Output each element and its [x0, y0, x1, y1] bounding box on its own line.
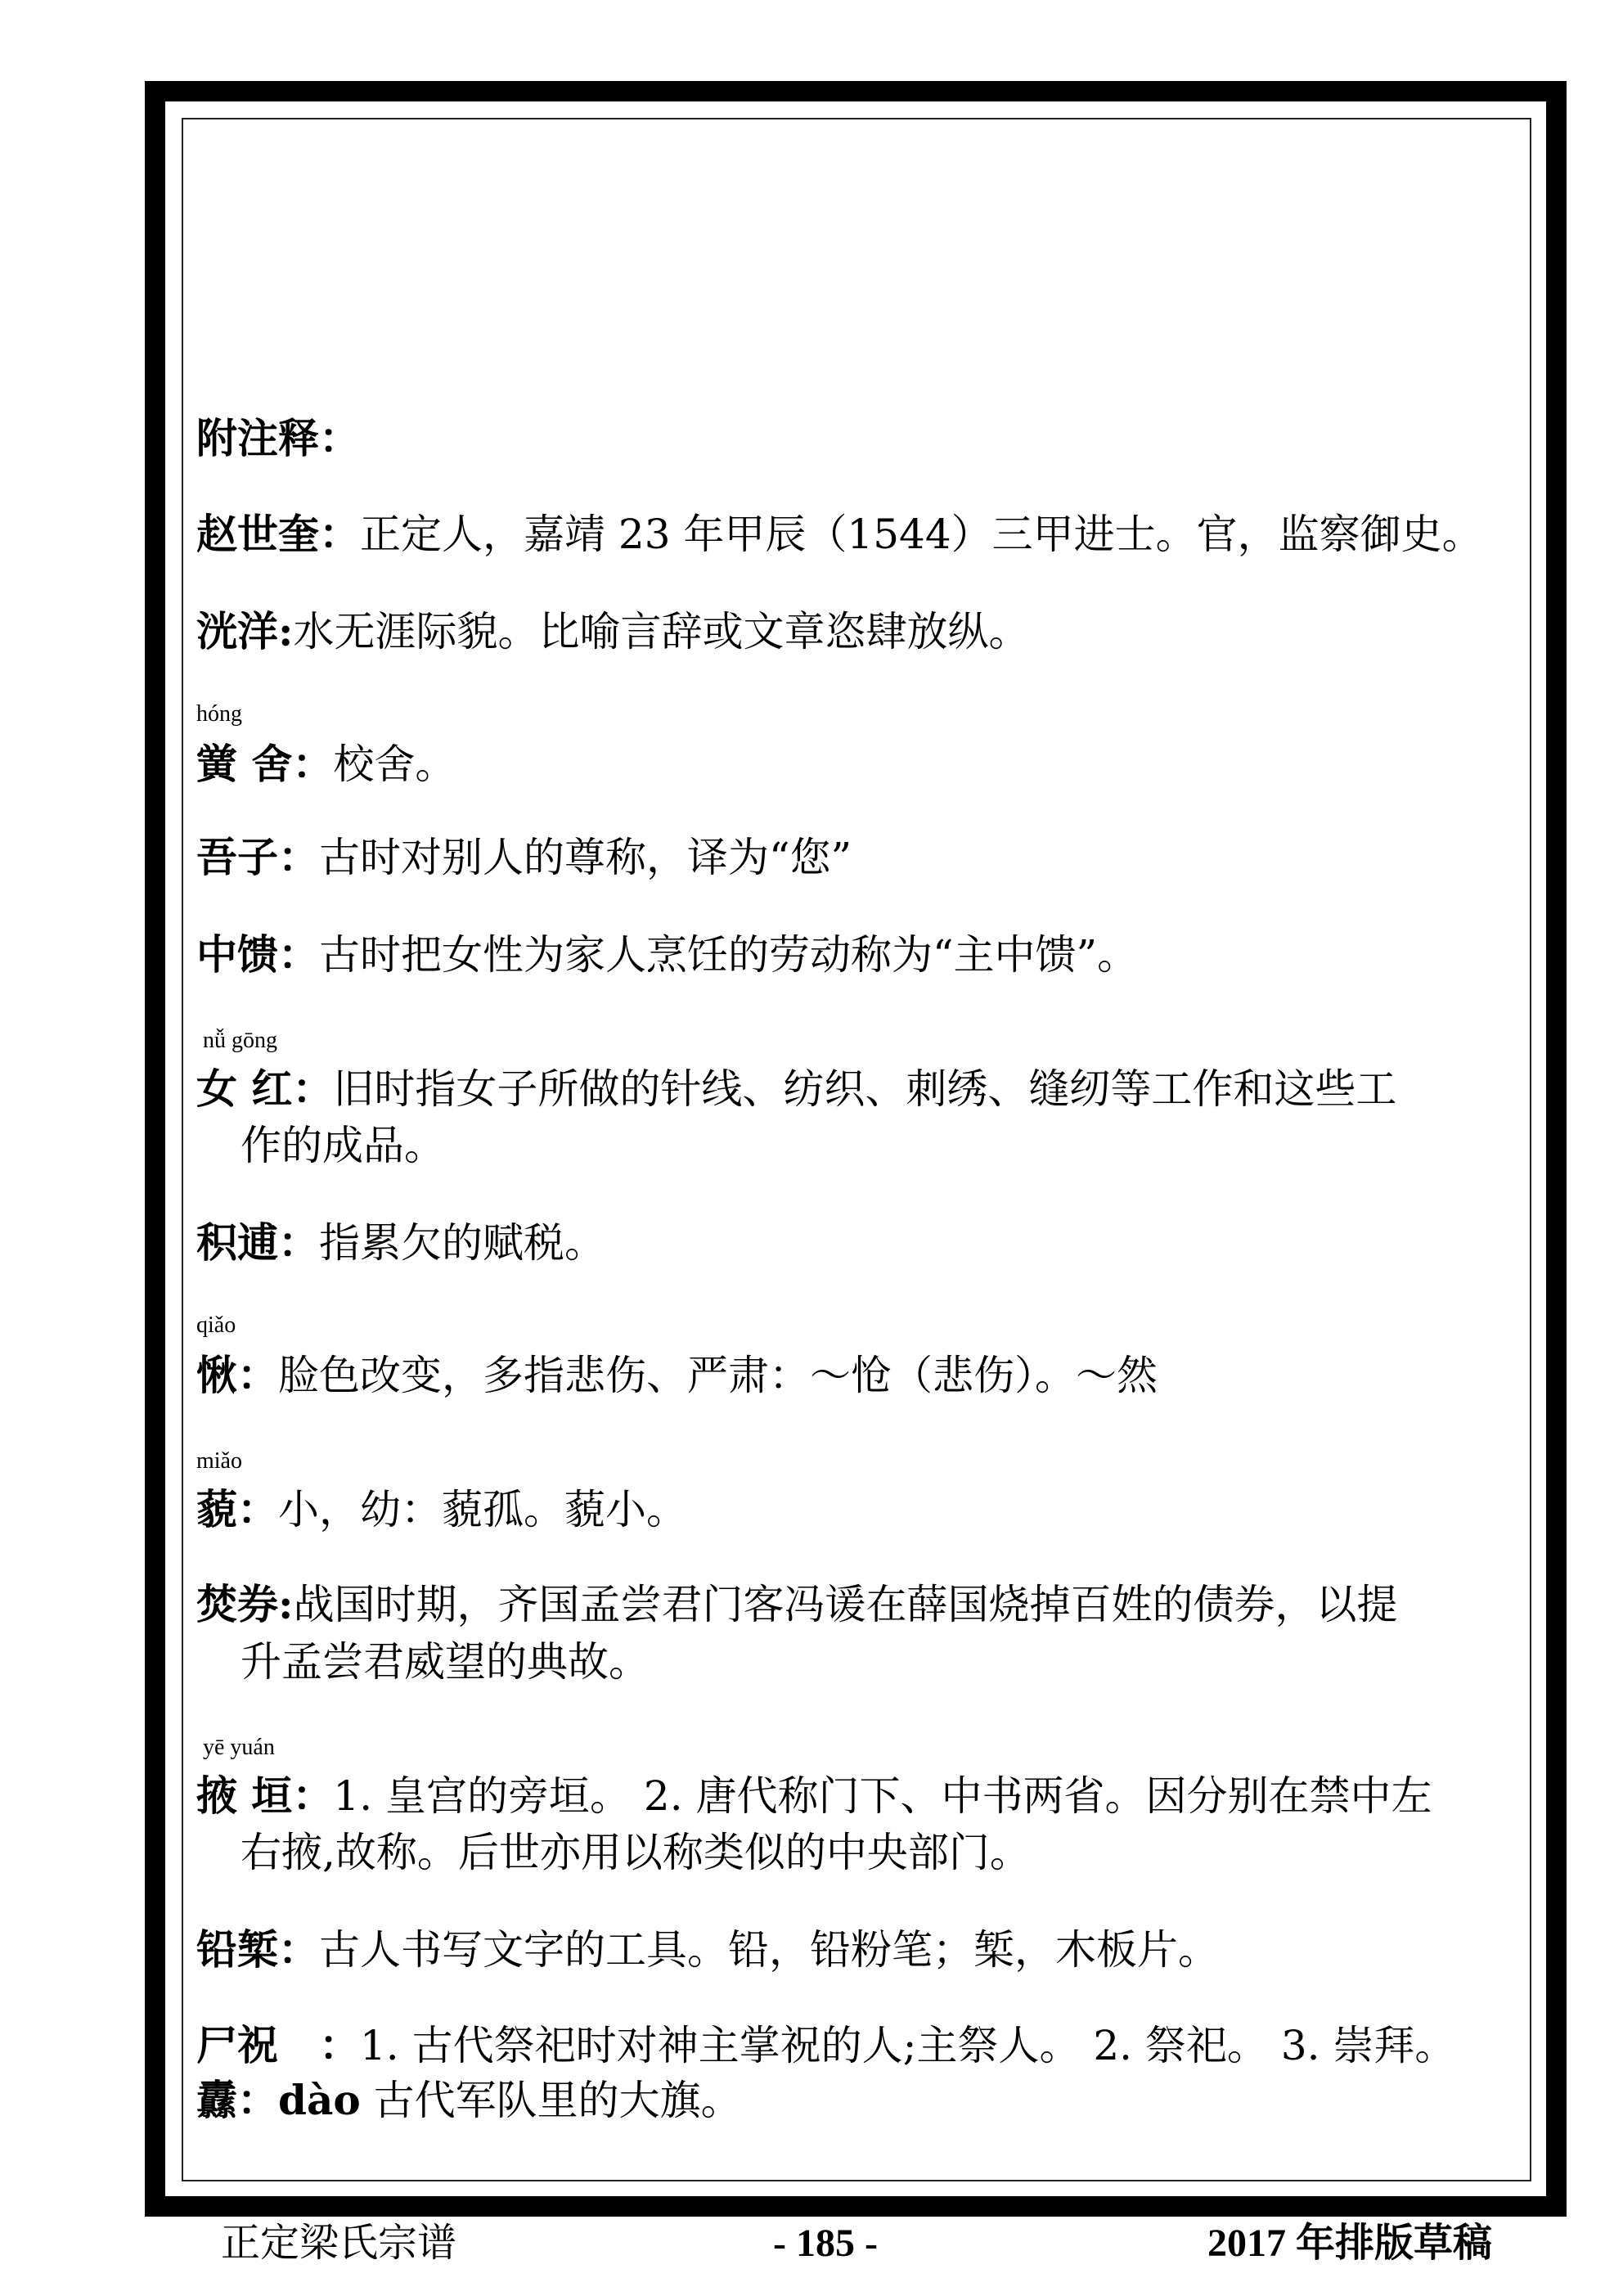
note-continuation: 右掖,故称。后世亦用以称类似的中央部门。 — [241, 1829, 1031, 1876]
note-term: 掖 垣： — [196, 1772, 334, 1820]
note-entry — [196, 2076, 742, 2125]
note-entry — [196, 1065, 1396, 1114]
note-definition: 战国时期，齐国孟尝君门客冯谖在薛国烧掉百姓的债券，以提 — [293, 1581, 1398, 1628]
note-definition: 古代军队里的大旗。 — [360, 2077, 742, 2124]
note-term: 藐： — [196, 1485, 278, 1533]
section-title: 附注释： — [196, 414, 360, 462]
pinyin-annotation: yē yuán — [203, 1735, 275, 1760]
note-definition: 小，幼：藐孤。藐小。 — [278, 1486, 687, 1533]
note-term: 焚券: — [196, 1580, 294, 1628]
pinyin-annotation: miǎo — [196, 1448, 242, 1474]
note-entry — [196, 2021, 1455, 2070]
note-entry — [196, 930, 1138, 979]
note-term: 尸祝 ： — [196, 2021, 360, 2069]
note-continuation: 升孟尝君威望的典故。 — [241, 1638, 650, 1686]
note-term: 纛：dào — [196, 2076, 361, 2124]
footer-page-number: - 185 - — [773, 2222, 878, 2265]
note-term: 黉 舍： — [196, 740, 334, 788]
pinyin-annotation: qiǎo — [196, 1312, 236, 1338]
note-definition: 古时对别人的尊称，译为“您” — [319, 834, 852, 881]
note-definition: 指累欠的赋税。 — [319, 1219, 605, 1267]
note-definition: 1. 古代祭祀时对神主掌祝的人;主祭人。 2. 祭祀。 3. 崇拜。 — [360, 2022, 1456, 2069]
note-definition: 旧时指女子所做的针线、纺织、刺绣、缝纫等工作和这些工 — [333, 1065, 1397, 1113]
note-term: 中馈： — [196, 930, 319, 979]
pinyin-annotation: hóng — [196, 701, 242, 727]
note-entry — [196, 1925, 1219, 1974]
note-entry — [196, 1485, 687, 1534]
note-term: 愀： — [196, 1351, 278, 1399]
note-entry — [196, 1351, 1158, 1400]
note-definition: 1. 皇宫的旁垣。 2. 唐代称门下、中书两省。因分别在禁中左 — [333, 1772, 1432, 1820]
pinyin-annotation: nǚ gōng — [203, 1028, 277, 1053]
footer-draft-note: 2017 年排版草稿 — [1207, 2222, 1492, 2265]
note-definition: 校舍。 — [333, 741, 456, 788]
note-definition: 古人书写文字的工具。铅，铅粉笔；椠，木板片。 — [319, 1926, 1219, 1974]
note-term: 洸洋: — [196, 607, 294, 655]
note-definition: 脸色改变，多指悲伤、严肃：～怆（悲伤）。～然 — [278, 1352, 1158, 1399]
note-definition: 正定人，嘉靖 23 年甲辰（1544）三甲进士。官，监察御史。 — [360, 511, 1483, 558]
note-entry — [196, 833, 852, 882]
note-entry — [196, 510, 1483, 559]
note-term: 吾子： — [196, 833, 319, 881]
note-term: 赵世奎： — [196, 510, 360, 558]
note-entry — [196, 1580, 1397, 1629]
note-entry — [196, 740, 456, 789]
note-term: 铅椠： — [196, 1925, 319, 1974]
note-entry — [196, 1772, 1432, 1821]
note-entry — [196, 607, 1029, 656]
note-term: 积逋： — [196, 1218, 319, 1267]
note-entry — [196, 1218, 605, 1267]
note-definition: 水无涯际貌。比喻言辞或文章恣肆放纵。 — [293, 608, 1030, 655]
note-term: 女 红： — [196, 1065, 334, 1113]
note-definition: 古时把女性为家人烹饪的劳动称为“主中馈”。 — [319, 931, 1139, 979]
footer-book-title: 正定梁氏宗谱 — [221, 2222, 457, 2265]
note-continuation: 作的成品。 — [241, 1122, 445, 1169]
